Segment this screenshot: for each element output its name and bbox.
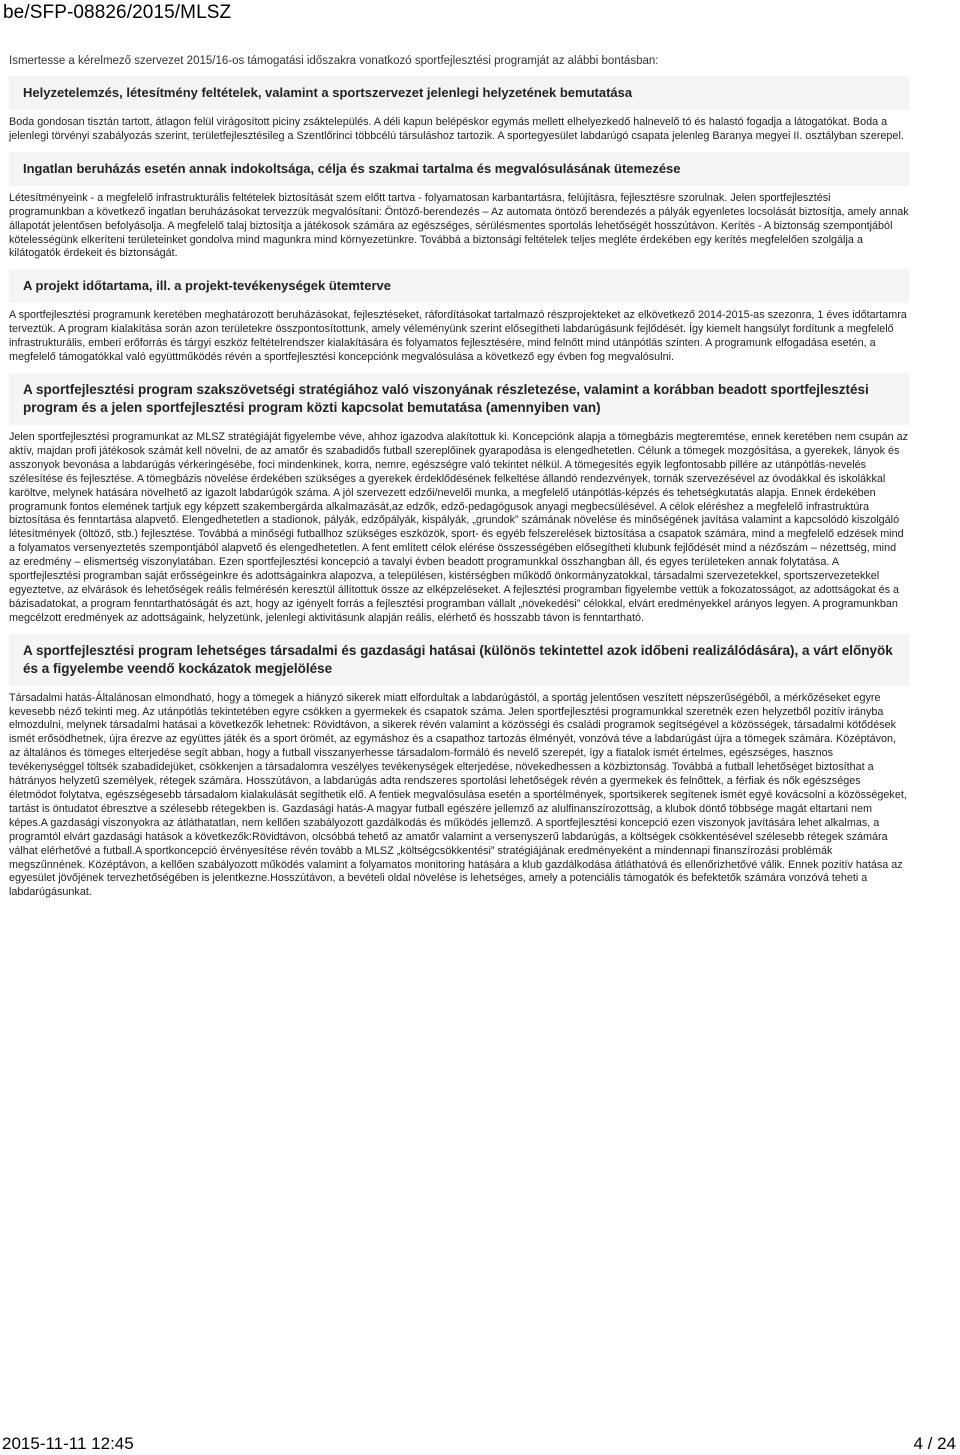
section-body: A sportfejlesztési programunk keretében meghatározott beruházásokat, fejlesztéseket, ráfordításokat tartalmazó részprojekteket az elkövetkező 2014-2015-as szezonra, 1 éves időtartamra terveztük. A program kialakítása során azon területekre összpontosítottunk, amely véleményünk szerint elősegítheti labdarúgásunk fejlődését. Így kiemelt hangsúlyt fordítunk a megfelelő infrastrukturális, emberi erőforrás és tárgyi eszköz feltételrendszer kialakítására és folyamatos fejlesztésére, mind felnőtt mind utánpótlás szinten. A programunk elfogadása esetén, a megfelelő támogatókkal való együttműködés révén a sportfejlesztési koncepciónk megvalósulása a következő egy évben fog megvalósulni.	[9, 309, 907, 364]
section-timeline	[9, 269, 909, 365]
section-body: Létesítményeink - a megfelelő infrastrukturális feltételek biztosítását szem előtt tartva - folyamatosan karbantartásra, felújításra, fejlesztésre szorulnak. Jelen sportfejlesztési programunkban a következő ingatlan beruházásokat tervezzük megvalósítani: Öntöző-berendezés – Az automata öntöző berendezés a pályák egyenletes locsolását biztosítja, amely annak állapotát jelentősen befolyásolja. A megfelelő talaj biztosítja a játékosok számára az egészséges, sérülésmentes sportolás lehetőségét hosszútávon. Kerítés - A biztonság szempontjából kötelességünk elkeríteni területeinket gondolva mind magunkra mind környezetünkre. Továbbá a biztonsági feltételek teljes megléte érdekében egy kerítés megfelelően szolgálja a kilátogatók érdekeit és biztonságát.	[9, 191, 909, 260]
section-title: Helyzetelemzés, létesítmény feltételek, valamint a sportszervezet jelenlegi helyzetének bemutatása	[9, 76, 909, 110]
section-body: Jelen sportfejlesztési programunkat az MLSZ stratégiáját figyelembe véve, ahhoz igazodva alakítottuk ki. Koncepciónk alapja a tömegbázis megteremtése, ennek keretében nem csupán az aktív, majdan profi játékosok számát kell növelni, de az amatőr és szabadidős futball szereplőinek gyarapodása is elengedhetetlen. Célunk a tömegek mozgósítása, a gyerekek, lányok és asszonyok bevonása a labdarúgás vérkeringésébe, foci mindenkinek, korra, nemre, egészségre való tekintet nélkül. A tömegesítés egyik legfontosabb pillére az utánpótlás-nevelés szélesítése és fejlesztése. A tömegbázis növelése érdekében szükséges a gyerekek érdeklődésének felkeltése állandó rendezvények, tornák szervezésével az óvodákkal és iskolákkal karöltve, melynek hatására növelhető az igazolt labdarúgók száma. A jól szervezett edzői/nevelői munka, a megfelelő utánpótlás-képzés és tehetségkutatás alapja. Ennek érdekében programunk fontos elemének tartjuk egy képzett szakembergárda alkalmazását,az edzők, edző-pedagógusok anyagi megbecsülésével. A célok eléréshez a megfelelő infrastruktúra biztosítása és fenntartása alapvető. Elengedhetetlen a stadionok, pályák, edzőpályák, kispályák, „grundok” számának növelése és minőségének javítása valamint a kapcsolódó kiszolgáló létesítmények (öltöző, stb.) fejlesztése. Továbbá a minőségi futballhoz szükséges eszközök, sport- és egyéb felszerelések biztosítása a csapatok számára, mind a megfelelő edzések mind a folyamatos versenyeztetés szempontjából alapvető és elengedhetetlen. A fent említett célok elérése összességében elősegítheti klubunk fejlődését mind a nézőszám – nézettség, mind az eredmény – elismertség viszonylatában. Ezen sportfejlesztési koncepció a tavalyi évben beadott programunkkal összhangban áll, és egyes területeken annak folytatása. A sportfejlesztési programban saját erősségeinkre és adottságainkra alapozva, a településen, kistérségben működő önkormányzatokkal, társadalmi szervezetekkel, sportszervezetekkel egyeztetve, az elvárások és lehetőségek reális felmérésén keresztül állítottuk össze az elképzeléseket. A fejlesztési programban figyelembe vettük a fokozatosságot, az adottságokat és a bázisadatokat, a program fenntarthatóságát és azt, hogy az igényelt forrás a fejlesztési programban vállalt „növekedési” célokkal, elvárt eredményekkel arányos legyen. A programunkban megcélzott eredmények az adottságaink, helyzetünk, jelenlegi aktivitásunk alapján reális, elérhető és hosszabb távon is fenntartható.	[9, 430, 909, 624]
section-situation	[9, 76, 909, 144]
section-title: A sportfejlesztési program lehetséges társadalmi és gazdasági hatásai (különös tekintettel azok időbeni realizálódására), a várt előnyök és a figyelembe veendő kockázatok megjelölése	[9, 634, 909, 686]
form-content	[9, 54, 909, 908]
section-body: Társadalmi hatás-Általánosan elmondható, hogy a tömegek a hiányzó sikerek miatt elfordultak a labdarúgástól, a sportág jelentősen veszített népszerűségéből, a mérkőzéseket egyre kevesebb néző tekinti meg. Az utánpótlás tekintetében egyre csökken a gyermekek és csapatok száma. Jelen sportfejlesztési programunkkal szeretnék ezen helyzetből pozitív irányba elmozdulni, melynek társadalmi hatásai a következők lehetnek: Rövidtávon, a sikerek révén valamint a közösségi és családi programok segítségével a közösségek, társadalmi kötődések ismét erősödhetnek, újra érezve az együttes játék és a sport örömét, az egymáshoz és a csapathoz tartozás élményét, vonzóvá téve a labdarúgást újra a tömegek számára. Középtávon, az általános és tömeges elterjedése segít abban, hogy a futball visszanyerhesse társadalom-formáló és nevelő szerepét, így a fiatalok ismét értelmes, egészséges, hasznos tevékenységgel töltsék szabadidejüket, csökkenjen a társadalomra veszélyes tevékenységek elterjedése, növekedhessen a közbiztonság. Továbbá a futball lehetőséget biztosíthat a hátrányos helyzetű személyek, rétegek számára. Hosszútávon, a labdarúgás adta rendszeres sportolási lehetőségek révén a gyermekek és felnőttek, a férfiak és nők egészséges életmódot folytatva, egészségesebb társadalom kialakulását segíthetik elő. A fentiek megvalósulása esetén a sportélmények, sportsikerek segítenek ismét egyé kovácsolni a közösségeket, tartást is öntudatot ébresztve a szélesebb rétegekben is. Gazdasági hatás-A magyar futball egészére jellemző az alulfinanszírozottság, a klubok döntő többsége magát eltartani nem képes.A gazdasági viszonyokra az átláthatatlan, nem kellően szabályozott gazdálkodás és működés jellemző. A sportfejlesztési koncepció ezen viszonyok javítására lehet alkalmas, a programtól elvárt gazdasági hatások a következők:Rövidtávon, olcsóbbá tehető az amatőr valamint a versenyszerű labdarúgás, a költségek csökkentésével szélesebb rétegek számára válhat elérhetővé a futball.A sportkoncepció érvényesítése révén tovább a MLSZ „költségcsökkentési” stratégiájának eredményeként a mindennapi finanszírozási problémák megszűnnének. Középtávon, a kellően szabályozott működés valamint a folyamatos monitoring hatására a klub gazdálkodása átláthatóvá és ellenőrizhetővé válik. Ennek pozitív hatása az egyesület jövőjének tervezhetőségében is jelentkezne.Hosszútávon, a bevételi oldal növelése is lehetséges, amely a potenciális támogatók és befektetők számára vonzóvá teheti a labdarúgásunkat.	[9, 691, 907, 899]
section-impacts	[9, 634, 909, 901]
section-title: A projekt időtartama, ill. a projekt-tevékenységek ütemterve	[9, 269, 909, 303]
section-strategy	[9, 373, 909, 626]
intro-text: Ismertesse a kérelmező szervezet 2015/16-os támogatási időszakra vonatkozó sportfejlesztési programját az alábbi bontásban:	[9, 55, 659, 67]
section-body: Boda gondosan tisztán tartott, átlagon felül virágosított piciny zsáktelepülés. A déli kapun belépéskor egymás mellett elhelyezkedő halnevelő tó és halastó fogadja a látogatókat. Boda a jelenlegi törvényi szabályozás szerint, területfejlesztésileg a Szentlőrinci többcélú társuláshoz tartozik. A sportegyesület labdarúgó csapata jelenleg Baranya megyei II. osztályban szerepel.	[9, 116, 904, 142]
document-id: be/SFP-08826/2015/MLSZ	[3, 2, 232, 23]
footer-timestamp: 2015-11-11 12:45	[2, 1434, 134, 1453]
section-investment	[9, 152, 909, 262]
page-number: 4 / 24	[913, 1434, 956, 1453]
section-title: A sportfejlesztési program szakszövetségi stratégiához való viszonyának részletezése, valamint a korábban beadott sportfejlesztési program és a jelen sportfejlesztési program közti kapcsolat bemutatása (amennyiben van)	[9, 373, 909, 425]
section-title: Ingatlan beruházás esetén annak indokoltsága, célja és szakmai tartalma és megvalósulásának ütemezése	[9, 152, 909, 186]
